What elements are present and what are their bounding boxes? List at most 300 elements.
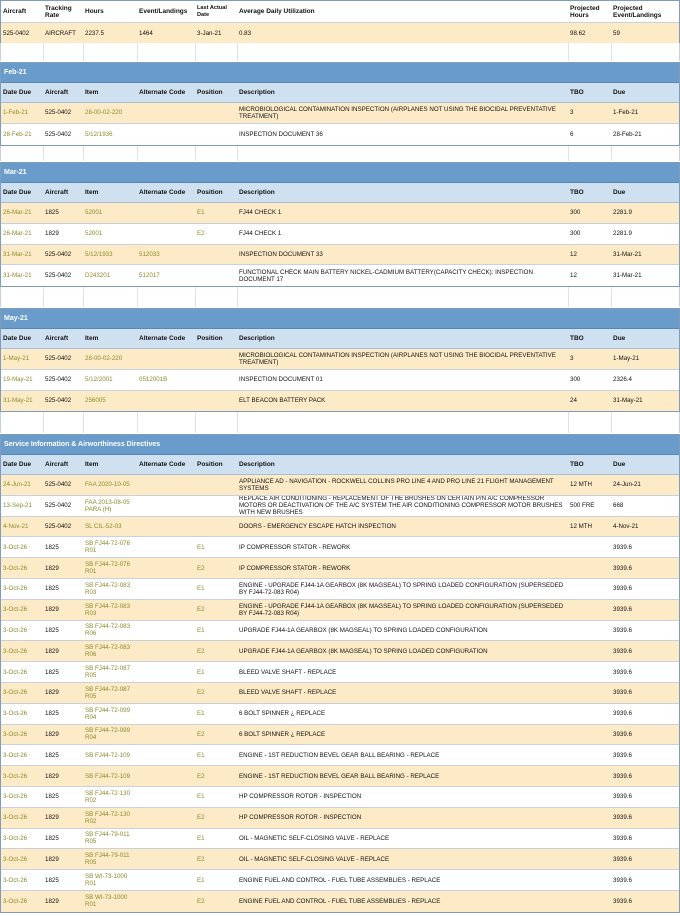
column-header-row (1, 183, 679, 203)
column-header: Due (613, 189, 626, 196)
table-cell (570, 579, 613, 599)
table-cell: 3939.6 (613, 585, 632, 593)
column-header-row (1, 455, 679, 475)
column-header: Aircraft (45, 461, 69, 468)
table-cell: 3-Oct-26 (3, 626, 28, 634)
table-cell: ENGINE - UPGRADE FJ44-1A GEARBOX (8K MAGSEAL) TO SPRING LOADED CONFIGURATION (SUPERSEDED BY FJ44-72-083 R04) (239, 602, 564, 617)
table-cell: 31-Mar-21 (613, 272, 642, 280)
table-cell: E2 (197, 814, 205, 822)
summary-header-cell: Hours (85, 8, 104, 15)
table-cell (139, 124, 197, 145)
column-header: Position (197, 189, 223, 196)
table-cell: 1825 (45, 668, 59, 676)
table-cell: 3-Oct-26 (3, 751, 28, 759)
table-cell: SL CIL-52-03 (85, 522, 122, 530)
table-cell: 525-0402 (45, 109, 72, 117)
table-cell: 3939.6 (613, 876, 632, 884)
spacer-divider (237, 43, 238, 61)
table-cell: 3-Oct-26 (3, 585, 28, 593)
table-cell: 1829 (45, 897, 59, 905)
table-cell: D243201 (85, 272, 111, 280)
table-row (1, 870, 679, 891)
spacer-divider (568, 146, 569, 161)
table-cell (139, 103, 197, 123)
table-cell: 3-Oct-26 (3, 543, 28, 551)
table-cell: 3939.6 (613, 834, 632, 842)
table-cell: 3-Oct-26 (3, 689, 28, 697)
table-cell (570, 766, 613, 786)
section-title: Service Information & Airworthiness Directives (1, 435, 679, 455)
table-cell: 1829 (45, 230, 59, 238)
spacer-divider (137, 287, 138, 307)
table-cell: 6 (570, 130, 574, 138)
table-row (1, 245, 679, 266)
column-header: Position (197, 89, 223, 96)
column-header: TBO (570, 89, 584, 96)
table-cell: SB WI-73-1000 R01 (85, 873, 128, 888)
spacer-divider (137, 412, 138, 433)
summary-header-cell: Last Actual Date (197, 4, 227, 18)
table-row (1, 370, 679, 391)
table-cell (139, 621, 197, 641)
spacer-divider (83, 287, 84, 307)
table-row (1, 641, 679, 662)
summary-header (1, 1, 679, 23)
table-cell (139, 224, 197, 244)
spacer-divider (43, 412, 44, 433)
table-cell: OIL - MAGNETIC SELF-CLOSING VALVE - REPLACE (239, 855, 390, 863)
table-cell (570, 641, 613, 661)
table-row (1, 203, 679, 224)
table-cell: ENGINE - 1ST REDUCTION BEVEL GEAR BALL BEARING - REPLACE (239, 772, 440, 780)
table-cell (197, 391, 239, 412)
table-cell: 300 (570, 209, 581, 217)
spacer-row (0, 287, 680, 307)
table-cell: E1 (197, 876, 205, 884)
summary-row (1, 23, 679, 43)
section-block (0, 308, 680, 412)
table-cell: FAA 2020-10-05 (85, 481, 130, 489)
spacer-divider (137, 146, 138, 161)
section-title: May-21 (1, 309, 679, 329)
table-cell: E1 (197, 751, 205, 759)
table-cell (139, 391, 197, 412)
table-cell: REPLACE AIR CONDITIONING - REPLACEMENT OF THE BRUSHES ON CERTAIN P/N A/C COMPRESSOR MOTORS OR DEACTIVATION OF THE A/C SYSTEM THE AIR CONDITIONING COMPRESSOR MOTOR BRUSHES WITH NEW BRUSHES (239, 495, 563, 516)
table-cell: 52001 (85, 230, 103, 238)
table-cell: 0512001B (139, 376, 168, 384)
table-cell: SB FJ44-79-011 R05 (85, 831, 130, 846)
column-header: Item (85, 335, 99, 342)
table-cell: E1 (197, 668, 205, 676)
table-cell: OIL - MAGNETIC SELF-CLOSING VALVE - REPLACE (239, 834, 390, 842)
table-row (1, 579, 679, 600)
table-cell: 1829 (45, 689, 59, 697)
column-header: Position (197, 461, 223, 468)
table-cell: SB FJ44-72-109 (85, 772, 131, 780)
table-cell: 3-Oct-26 (3, 876, 28, 884)
spacer-divider (237, 146, 238, 161)
table-row (1, 124, 679, 145)
table-cell: E1 (197, 834, 205, 842)
column-header: TBO (570, 461, 584, 468)
table-row (1, 891, 679, 912)
table-cell: 3939.6 (613, 793, 632, 801)
spacer-divider (611, 287, 612, 307)
table-cell: SB FJ44-72-083 R06 (85, 644, 131, 659)
table-cell: 3939.6 (613, 689, 632, 697)
table-cell: 300 (570, 376, 581, 384)
summary-header-cell: Projected Hours (570, 4, 600, 19)
table-row (1, 265, 679, 286)
column-header: Due (613, 335, 626, 342)
table-row (1, 787, 679, 808)
table-cell (197, 370, 239, 390)
table-cell: SB FJ44-72-099 R04 (85, 727, 131, 742)
spacer-divider (611, 412, 612, 433)
table-cell: 525-0402 (45, 481, 72, 489)
table-cell: 31-Mar-21 (613, 250, 642, 258)
column-header: TBO (570, 335, 584, 342)
column-header: Alternate Code (139, 189, 186, 196)
table-cell: IP COMPRESSOR STATOR - REWORK (239, 543, 351, 551)
table-cell (139, 766, 197, 786)
table-cell: SB FJ44-72-099 R04 (85, 706, 131, 721)
table-cell (139, 349, 197, 369)
table-cell: 3939.6 (613, 855, 632, 863)
summary-header-cell: Tracking Rate (45, 4, 72, 19)
column-header: Aircraft (45, 89, 69, 96)
column-header: Alternate Code (139, 89, 186, 96)
table-cell: 500 FRE (570, 502, 595, 510)
table-cell: 24-Jun-21 (3, 481, 31, 489)
table-cell: 28-Feb-21 (613, 130, 642, 138)
table-cell: 256005 (85, 397, 106, 405)
column-header: Alternate Code (139, 335, 186, 342)
table-cell: E2 (197, 689, 205, 697)
column-header-row (1, 83, 679, 103)
table-row (1, 808, 679, 829)
table-cell: HP COMPRESSOR ROTOR - INSPECTION (239, 814, 362, 822)
table-cell: 512017 (139, 272, 160, 280)
table-cell: 3939.6 (613, 543, 632, 551)
table-cell (570, 537, 613, 557)
table-cell: SB FJ44-72-087 R05 (85, 685, 131, 700)
table-cell: ENGINE - UPGRADE FJ44-1A GEARBOX (8K MAGSEAL) TO SPRING LOADED CONFIGURATION (SUPERSEDED BY FJ44-72-083 R04) (239, 581, 564, 596)
table-cell: 1829 (45, 564, 59, 572)
summary-cell: 98.62 (570, 29, 586, 37)
spacer-divider (195, 146, 196, 161)
summary-cell: 59 (613, 29, 620, 37)
table-cell: 3939.6 (613, 772, 632, 780)
table-cell: 28-Feb-21 (3, 130, 32, 138)
summary-header-cell: Average Daily Utilization (239, 8, 315, 15)
table-cell: FJ44 CHECK 1 (239, 209, 282, 217)
table-row (1, 558, 679, 579)
summary-cell: 0.83 (239, 29, 252, 37)
table-cell: 3-Oct-26 (3, 814, 28, 822)
table-cell: E2 (197, 855, 205, 863)
table-cell (139, 475, 197, 495)
table-cell: 4-Nov-21 (3, 522, 29, 530)
table-cell: 5/12/1936 (85, 130, 113, 138)
column-header: Due (613, 461, 626, 468)
table-cell: ELT BEACON BATTERY PACK (239, 397, 326, 405)
spacer-divider (195, 287, 196, 307)
table-cell: 5/12/1933 (85, 250, 113, 258)
table-cell: E2 (197, 897, 205, 905)
table-cell: 1829 (45, 647, 59, 655)
table-cell: 2326.4 (613, 376, 632, 384)
table-cell: 1825 (45, 626, 59, 634)
spacer-divider (568, 43, 569, 61)
table-cell: 3939.6 (613, 626, 632, 634)
table-cell: ENGINE FUEL AND CONTROL - FUEL TUBE ASSEMBLIES - REPLACE (239, 876, 441, 884)
table-cell (570, 849, 613, 869)
table-cell: 525-0402 (45, 376, 72, 384)
table-cell (139, 641, 197, 661)
table-cell: HP COMPRESSOR ROTOR - INSPECTION (239, 793, 362, 801)
table-cell: 1825 (45, 834, 59, 842)
table-cell: 12 MTH (570, 522, 593, 530)
table-row (1, 683, 679, 704)
table-cell: E2 (197, 606, 205, 614)
table-cell (197, 245, 239, 265)
table-cell (570, 870, 613, 890)
table-cell: SB FJ44-72-130 R02 (85, 810, 131, 825)
table-cell: APPLIANCE AD - NAVIGATION - ROCKWELL COLLINS PRO LINE 4 AND PRO LINE 21 FLIGHT MANAGEMENT SYSTEMS (239, 477, 554, 492)
table-cell: FUNCTIONAL CHECK MAIN BATTERY NICKEL-CADMIUM BATTERY(CAPACITY CHECK): INSPECTION DOCUMENT 17 (239, 268, 533, 283)
table-cell: 3-Oct-26 (3, 710, 28, 718)
table-cell (197, 124, 239, 145)
spacer-divider (611, 43, 612, 61)
table-cell: 525-0402 (45, 250, 72, 258)
table-cell: SB FJ44-79-011 R05 (85, 852, 130, 867)
table-cell: 12 (570, 272, 577, 280)
table-cell (139, 870, 197, 890)
table-cell: 26-Mar-21 (3, 209, 32, 217)
spacer-divider (83, 43, 84, 61)
table-cell: SB FJ44-72-087 R05 (85, 665, 131, 680)
table-cell: SB FJ44-72-130 R02 (85, 789, 131, 804)
spacer-row (0, 146, 680, 161)
column-header: Date Due (3, 89, 32, 96)
table-row (1, 103, 679, 124)
column-header: Position (197, 335, 223, 342)
table-cell: 3939.6 (613, 606, 632, 614)
section-title: Mar-21 (1, 163, 679, 183)
table-cell (570, 662, 613, 682)
table-cell: E1 (197, 585, 205, 593)
spacer-divider (43, 146, 44, 161)
table-cell (197, 349, 239, 369)
table-row (1, 517, 679, 538)
column-header: Aircraft (45, 189, 69, 196)
table-cell: 3939.6 (613, 751, 632, 759)
table-cell: 3939.6 (613, 564, 632, 572)
column-header: Item (85, 461, 99, 468)
table-cell (139, 537, 197, 557)
table-cell: 525-0402 (45, 502, 72, 510)
table-cell: 1-Feb-21 (3, 109, 29, 117)
table-cell: 1825 (45, 876, 59, 884)
table-row (1, 662, 679, 683)
table-row (1, 349, 679, 370)
table-cell: 1829 (45, 772, 59, 780)
table-cell: DOORS - EMERGENCY ESCAPE HATCH INSPECTION (239, 522, 396, 530)
table-cell (197, 475, 239, 495)
table-cell: 28-00-02-220 (85, 109, 123, 117)
table-cell: IP COMPRESSOR STATOR - REWORK (239, 564, 351, 572)
table-cell: 1-Feb-21 (613, 109, 639, 117)
column-header: Description (239, 461, 275, 468)
column-header-row (1, 329, 679, 349)
table-cell: ENGINE FUEL AND CONTROL - FUEL TUBE ASSEMBLIES - REPLACE (239, 897, 441, 905)
table-row (1, 537, 679, 558)
table-cell: 1829 (45, 855, 59, 863)
table-cell: 300 (570, 230, 581, 238)
table-cell (570, 787, 613, 807)
table-cell (570, 808, 613, 828)
column-header: Due (613, 89, 626, 96)
table-cell: 1829 (45, 814, 59, 822)
table-cell: 525-0402 (45, 397, 72, 405)
table-cell: E1 (197, 543, 205, 551)
table-cell: 1829 (45, 730, 59, 738)
table-cell (570, 558, 613, 578)
spacer-divider (237, 287, 238, 307)
table-cell: 28-00-02-220 (85, 355, 123, 363)
table-cell (570, 891, 613, 912)
table-cell: 3-Oct-26 (3, 606, 28, 614)
table-cell: INSPECTION DOCUMENT 36 (239, 130, 323, 138)
spacer-divider (568, 287, 569, 307)
table-cell: 525-0402 (45, 130, 72, 138)
table-cell: 3-Oct-26 (3, 730, 28, 738)
table-cell: MICROBIOLOGICAL CONTAMINATION INSPECTION (AIRPLANES NOT USING THE BIOCIDAL PREVENTATIVE TREATMENT) (239, 351, 556, 366)
table-cell (570, 683, 613, 703)
table-cell (139, 704, 197, 724)
table-row (1, 704, 679, 725)
spacer-divider (43, 287, 44, 307)
table-cell: FAA 2013-08-05 PARA (H) (85, 498, 130, 513)
table-cell: 1825 (45, 585, 59, 593)
column-header: Date Due (3, 335, 32, 342)
table-cell: 31-May-21 (613, 397, 643, 405)
table-cell: 1-May-21 (3, 355, 30, 363)
table-cell: SB WI-73-1000 R01 (85, 894, 128, 909)
table-cell (139, 745, 197, 765)
table-cell (139, 829, 197, 849)
spacer-divider (195, 412, 196, 433)
table-cell: SB FJ44-72-083 R06 (85, 623, 131, 638)
table-cell (139, 891, 197, 912)
summary-cell: 1464 (139, 29, 153, 37)
column-header: Item (85, 89, 99, 96)
table-cell: 3939.6 (613, 897, 632, 905)
spacer-row (0, 43, 680, 61)
table-cell: E1 (197, 793, 205, 801)
table-cell: 3-Oct-26 (3, 564, 28, 572)
table-cell (139, 203, 197, 223)
table-cell: INSPECTION DOCUMENT 01 (239, 376, 323, 384)
table-row (1, 496, 679, 517)
table-cell: 1825 (45, 751, 59, 759)
table-cell: E1 (197, 209, 205, 217)
spacer-divider (611, 146, 612, 161)
table-cell (139, 600, 197, 620)
table-cell: 3 (570, 355, 574, 363)
section-block (0, 434, 680, 913)
table-cell (139, 517, 197, 537)
table-cell: E1 (197, 710, 205, 718)
table-row (1, 391, 679, 412)
summary-header-cell: Event/Landings (139, 8, 188, 15)
table-cell: 52001 (85, 209, 103, 217)
table-cell: E1 (197, 626, 205, 634)
table-cell: UPGRADE FJ44-1A GEARBOX (8K MAGSEAL) TO SPRING LOADED CONFIGURATION (239, 647, 488, 655)
table-row (1, 621, 679, 642)
table-cell: 668 (613, 502, 624, 510)
table-cell: 31-Mar-21 (3, 250, 32, 258)
table-cell (197, 265, 239, 286)
table-cell: 3-Oct-26 (3, 855, 28, 863)
table-cell (197, 517, 239, 537)
table-cell (139, 808, 197, 828)
table-cell: 31-May-21 (3, 397, 33, 405)
table-cell: 3-Oct-26 (3, 897, 28, 905)
table-cell: 6 BOLT SPINNER ¿ REPLACE (239, 730, 326, 738)
table-row (1, 829, 679, 850)
spacer-divider (43, 43, 44, 61)
spacer-divider (237, 412, 238, 433)
table-cell (139, 787, 197, 807)
section-block (0, 162, 680, 287)
table-cell: 3-Oct-26 (3, 772, 28, 780)
summary-cell: 525-0402 (3, 29, 30, 37)
table-cell: 6 BOLT SPINNER ¿ REPLACE (239, 710, 326, 718)
table-cell (570, 600, 613, 620)
table-cell: SB FJ44-72-076 R01 (85, 540, 131, 555)
table-cell: 4-Nov-21 (613, 522, 639, 530)
table-row (1, 475, 679, 496)
table-cell: 525-0402 (45, 355, 72, 363)
table-cell: UPGRADE FJ44-1A GEARBOX (8K MAGSEAL) TO SPRING LOADED CONFIGURATION (239, 626, 488, 634)
table-cell: 31-Mar-21 (3, 272, 32, 280)
summary-cell: 3-Jan-21 (197, 29, 222, 37)
table-cell: 5/12/2001 (85, 376, 113, 384)
table-cell: E2 (197, 230, 205, 238)
summary-cell: 2237.5 (85, 29, 104, 37)
table-cell: MICROBIOLOGICAL CONTAMINATION INSPECTION (AIRPLANES NOT USING THE BIOCIDAL PREVENTATIVE TREATMENT) (239, 105, 556, 120)
table-cell: 3939.6 (613, 668, 632, 676)
table-cell: 1-May-21 (613, 355, 640, 363)
table-cell: 19-May-21 (3, 376, 33, 384)
table-cell: 24-Jun-21 (613, 481, 641, 489)
table-cell: BLEED VALVE SHAFT - REPLACE (239, 689, 337, 697)
section-block (0, 62, 680, 146)
table-cell: 3-Oct-26 (3, 834, 28, 842)
table-cell: E2 (197, 772, 205, 780)
table-cell (570, 745, 613, 765)
table-row (1, 766, 679, 787)
table-cell (197, 103, 239, 123)
table-cell: 525-0402 (45, 272, 72, 280)
table-cell: SB FJ44-72-076 R01 (85, 561, 131, 576)
table-cell: 3-Oct-26 (3, 668, 28, 676)
table-cell: E2 (197, 564, 205, 572)
spacer-divider (568, 412, 569, 433)
table-cell: 3-Oct-26 (3, 647, 28, 655)
